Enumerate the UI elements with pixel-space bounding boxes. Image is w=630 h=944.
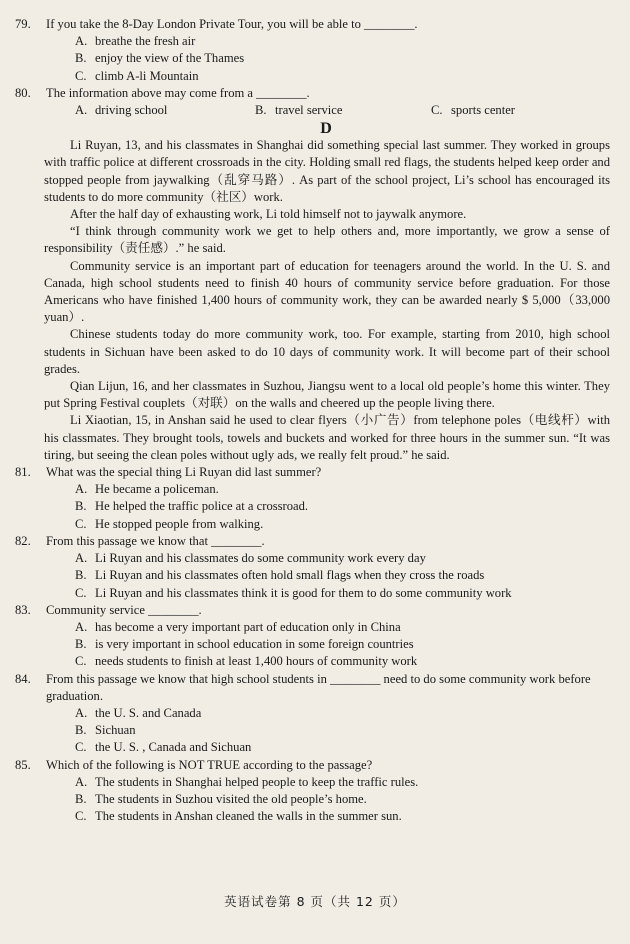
question-number: 81. xyxy=(15,465,31,480)
option-83-a: A. has become a very important part of education only in China xyxy=(75,619,401,634)
question-number: 84. xyxy=(15,671,31,686)
question-number: 79. xyxy=(15,17,31,31)
option-81-c: C. He stopped people from walking. xyxy=(75,516,264,531)
question-84 xyxy=(15,671,606,705)
passage xyxy=(44,137,610,464)
option-85-b: B. The students in Suzhou visited the old people’s home. xyxy=(75,791,367,806)
passage-paragraph: Li Ruyan, 13, and his classmates in Shanghai did something special last summer. They worked in groups with traffic police at different crossroads in the city. Holding small red flags, the students helped keep order and stopped people from jaywalking（乱穿马路）. As part of the school project, Li’s school has encouraged its students to do more community（社区）work. xyxy=(44,138,610,204)
question-82 xyxy=(15,533,606,550)
option-83-c: C. needs students to finish at least 1,400 hours of community work xyxy=(75,654,418,669)
option-83-b: B. is very important in school education in some foreign countries xyxy=(75,637,414,652)
passage-paragraph: Chinese students today do more community work, too. For example, starting from 2010, high school students in Sichuan have been asked to do 10 days of community work. It will become part of their school grades. xyxy=(44,327,610,376)
passage-paragraph: Li Xiaotian, 15, in Anshan said he used to clear flyers（小广告）from telephone poles（电线杆）with his classmates. They brought tools, towels and buckets and worked for three hours in the summer sun. “It was tiring, but seeing the clean poles without ugly ads, we really felt proud.” he said. xyxy=(44,413,610,462)
question-number: 85. xyxy=(15,757,31,772)
option-84-a: A. the U. S. and Canada xyxy=(75,705,202,720)
question-80 xyxy=(15,85,606,102)
passage-paragraph: After the half day of exhausting work, Li told himself not to jaywalk anymore. xyxy=(70,207,467,222)
option-80-a: A. driving school xyxy=(75,103,168,118)
option-79-c: C. climb A-li Mountain xyxy=(75,68,199,83)
question-85 xyxy=(15,757,606,774)
option-80-c: C. sports center xyxy=(431,103,515,118)
option-85-a: A. The students in Shanghai helped people to keep the traffic rules. xyxy=(75,774,419,789)
question-stem: The information above may come from a ________. xyxy=(46,85,310,100)
option-79-b: B. enjoy the view of the Thames xyxy=(75,51,245,66)
page-footer: 英语试卷第 8 页（共 12 页） xyxy=(224,894,406,909)
options-80 xyxy=(46,102,606,119)
option-82-c: C. Li Ruyan and his classmates think it is good for them to do some community work xyxy=(75,585,512,600)
question-81 xyxy=(15,464,606,481)
question-stem: Which of the following is NOT TRUE according to the passage? xyxy=(46,757,373,772)
passage-paragraph: Qian Lijun, 16, and her classmates in Suzhou, Jiangsu went to a local old people’s home this winter. They put Spring Festival couplets（对联）on the walls and cheered up the people living there. xyxy=(44,379,610,411)
option-82-b: B. Li Ruyan and his classmates often hold small flags when they cross the roads xyxy=(75,568,485,583)
question-stem: If you take the 8-Day London Private Tour, you will be able to ________. xyxy=(46,17,418,31)
question-stem: From this passage we know that high school students in ________ need to do some community work before graduation. xyxy=(46,671,591,703)
option-84-b: B. Sichuan xyxy=(75,723,136,738)
passage-paragraph: “I think through community work we get to help others and, more importantly, we grow a sense of responsibility（责任感）.” he said. xyxy=(44,224,610,256)
question-number: 80. xyxy=(15,85,31,100)
option-85-c: C. The students in Anshan cleaned the walls in the summer sun. xyxy=(75,809,402,824)
option-80-b: B. travel service xyxy=(255,103,343,118)
passage-paragraph: Community service is an important part of education for teenagers around the world. In the U. S. and Canada, high school students need to finish 40 hours of community service before graduation. For those Americans who have finished 1,400 hours of community work, they can be awarded nearly $ 5,000（33,000 yuan）. xyxy=(44,258,610,325)
question-number: 83. xyxy=(15,602,31,617)
option-84-c: C. the U. S. , Canada and Sichuan xyxy=(75,740,252,755)
question-stem: What was the special thing Li Ruyan did last summer? xyxy=(46,465,322,480)
option-81-b: B. He helped the traffic police at a crossroad. xyxy=(75,499,309,514)
question-79 xyxy=(15,16,606,33)
option-82-a: A. Li Ruyan and his classmates do some community work every day xyxy=(75,551,426,566)
option-81-a: A. He became a policeman. xyxy=(75,482,219,497)
question-83 xyxy=(15,602,606,619)
question-number: 82. xyxy=(15,533,31,548)
question-stem: From this passage we know that ________. xyxy=(46,533,265,548)
option-79-a: A. breathe the fresh air xyxy=(75,34,196,49)
section-heading: D xyxy=(320,120,332,138)
question-stem: Community service ________. xyxy=(46,602,202,617)
